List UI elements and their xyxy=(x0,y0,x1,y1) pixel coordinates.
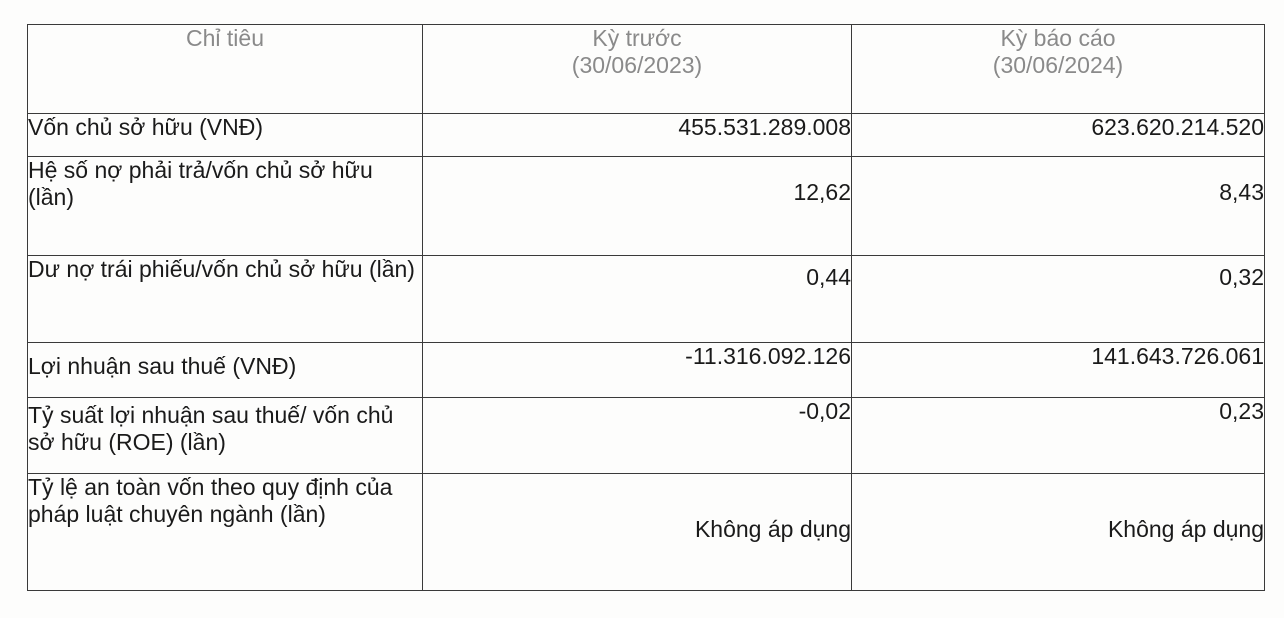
header-reporting-period xyxy=(852,25,1265,114)
prior-value: -0,02 xyxy=(423,398,852,474)
row-label: Lợi nhuận sau thuế (VNĐ) xyxy=(28,343,423,398)
header-indicator xyxy=(28,25,423,114)
financial-indicators-table xyxy=(27,24,1265,591)
current-value: 0,23 xyxy=(852,398,1265,474)
row-label: Tỷ suất lợi nhuận sau thuế/ vốn chủ sở hữu (ROE) (lần) xyxy=(28,398,423,474)
current-value: 623.620.214.520 xyxy=(852,114,1265,157)
row-label: Tỷ lệ an toàn vốn theo quy định của pháp luật chuyên ngành (lần) xyxy=(28,474,423,591)
prior-value: 455.531.289.008 xyxy=(423,114,852,157)
table-row xyxy=(28,256,1265,343)
prior-value: 12,62 xyxy=(423,157,852,256)
row-label: Dư nợ trái phiếu/vốn chủ sở hữu (lần) xyxy=(28,256,423,343)
header-reporting-period-label: Kỳ báo cáo xyxy=(1000,25,1116,51)
current-value: 0,32 xyxy=(852,256,1265,343)
current-value: Không áp dụng xyxy=(852,474,1265,591)
header-prior-period-label: Kỳ trước xyxy=(592,25,682,51)
prior-value: 0,44 xyxy=(423,256,852,343)
row-label: Vốn chủ sở hữu (VNĐ) xyxy=(28,114,423,157)
table-row xyxy=(28,343,1265,398)
header-indicator-label: Chỉ tiêu xyxy=(186,25,264,51)
current-value: 141.643.726.061 xyxy=(852,343,1265,398)
row-label: Hệ số nợ phải trả/vốn chủ sở hữu (lần) xyxy=(28,157,423,256)
header-prior-period xyxy=(423,25,852,114)
table-row xyxy=(28,114,1265,157)
table-row xyxy=(28,157,1265,256)
header-reporting-period-date: (30/06/2024) xyxy=(992,52,1124,78)
current-value: 8,43 xyxy=(852,157,1265,256)
table-row xyxy=(28,474,1265,591)
table-header-row xyxy=(28,25,1265,114)
header-prior-period-date: (30/06/2023) xyxy=(571,52,703,78)
table-row xyxy=(28,398,1265,474)
prior-value: Không áp dụng xyxy=(423,474,852,591)
prior-value: -11.316.092.126 xyxy=(423,343,852,398)
